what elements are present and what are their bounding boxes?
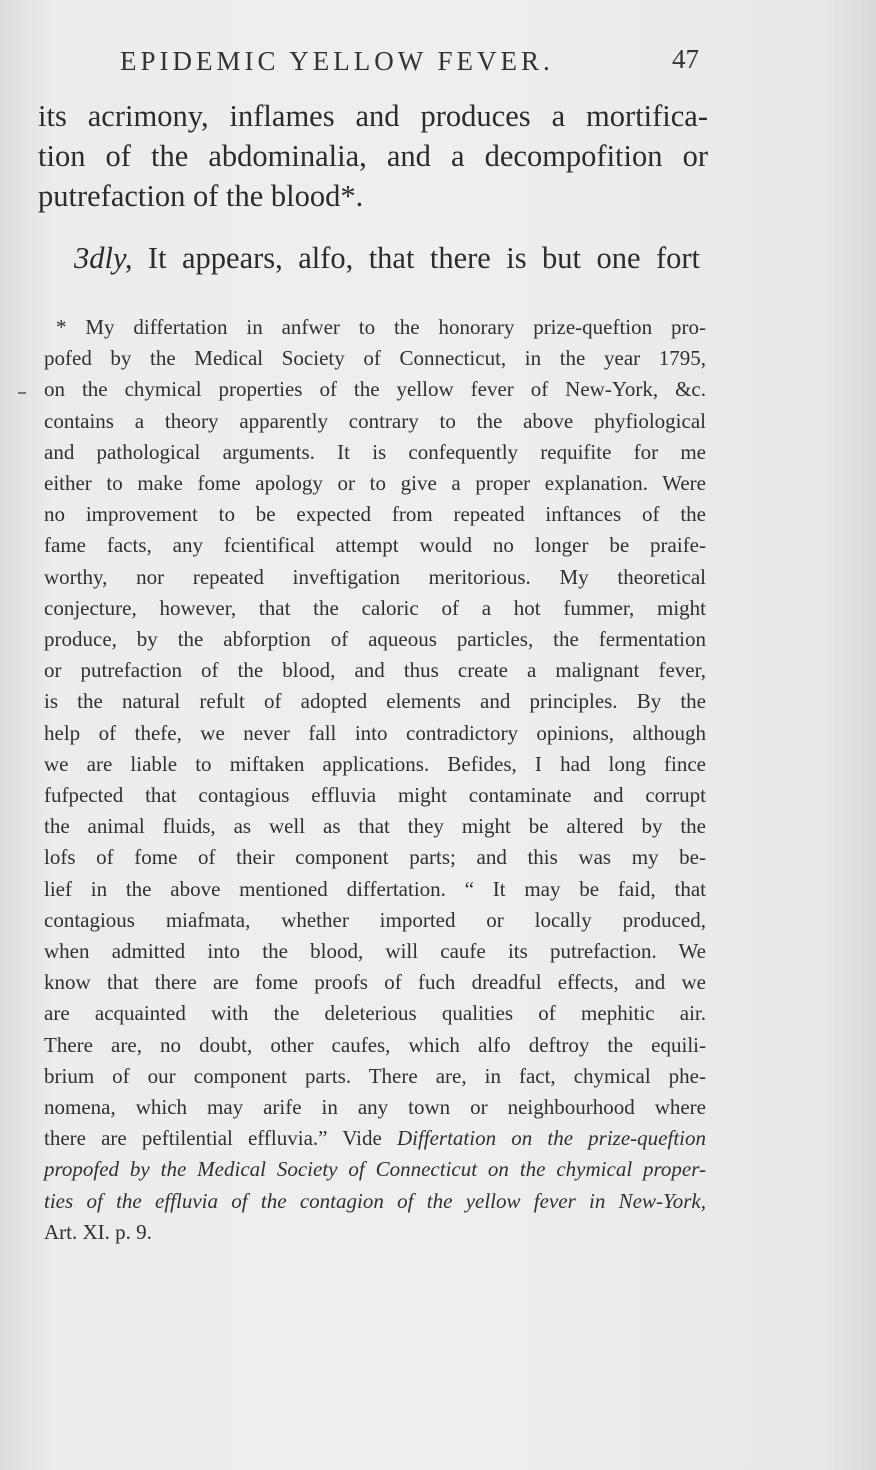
footnote-line: pofed by the Medical Society of Connecticut, in the year 1795, xyxy=(44,346,706,371)
footnote-line: help of thefe, we never fall into contradictory opinions, although xyxy=(44,720,706,745)
footnote-line: is the natural refult of adopted elements and principles. By the xyxy=(44,689,706,714)
footnote-line: contains a theory apparently contrary to the above phyfiological xyxy=(44,408,706,433)
paragraph-2-text: It appears, alfo, that there is but one fort xyxy=(147,241,700,275)
margin-mark xyxy=(18,392,26,394)
citation-title: Differtation on the prize-queftion xyxy=(396,1126,706,1151)
footnote-line: contagious miafmata, whether imported or locally produced, xyxy=(44,907,706,932)
running-head: EPIDEMIC YELLOW FEVER. xyxy=(120,46,554,76)
paragraph-1 xyxy=(38,96,708,216)
page-number: 47 xyxy=(672,44,699,74)
paragraph-2-line xyxy=(38,238,700,278)
footnote-line-text: there are peftilential effluvia.” Vide xyxy=(44,1126,382,1151)
footnote-citation-line: ties of the effluvia of the contagion of the yellow fever in New-York, xyxy=(44,1188,706,1213)
footnote-line: fame facts, any fcientifical attempt would no longer be praife- xyxy=(44,533,706,558)
paragraph-1-line: its acrimony, inflames and produces a mortifica- xyxy=(38,99,708,133)
footnote-citation-line: propofed by the Medical Society of Connecticut on the chymical proper- xyxy=(44,1157,706,1182)
footnote-line: brium of our component parts. There are, in fact, chymical phe- xyxy=(44,1063,706,1088)
footnote-line: produce, by the abforption of aqueous particles, the fermentation xyxy=(44,627,706,652)
footnote-line: lofs of fome of their component parts; and this was my be- xyxy=(44,845,706,870)
footnote-line: we are liable to miftaken applications. Befides, I had long fince xyxy=(44,751,706,776)
footnote-line: and pathological arguments. It is confequently requifite for me xyxy=(44,439,706,464)
footnote-line: or putrefaction of the blood, and thus create a malignant fever, xyxy=(44,658,706,683)
footnote-line: There are, no doubt, other caufes, which alfo deftroy the equili- xyxy=(44,1032,706,1057)
footnote-line: conjecture, however, that the caloric of a hot fummer, might xyxy=(44,595,706,620)
footnote-line: on the chymical properties of the yellow fever of New-York, &c. xyxy=(44,377,706,402)
footnote-line: * My differtation in anfwer to the honorary prize-queftion pro- xyxy=(56,315,706,339)
footnote-line: nomena, which may arife in any town or neighbourhood where xyxy=(44,1095,706,1120)
paragraph-2-lead: 3dly, xyxy=(74,241,133,275)
paragraph-1-line: tion of the abdominalia, and a decompofition or xyxy=(38,139,708,173)
footnote-line: when admitted into the blood, will caufe its putrefaction. We xyxy=(44,939,706,964)
footnote-line: know that there are fome proofs of fuch dreadful effects, and we xyxy=(44,970,706,995)
paragraph-1-line: putrefaction of the blood*. xyxy=(38,179,364,213)
footnote-line: no improvement to be expected from repeated inftances of the xyxy=(44,502,706,527)
footnote-line: worthy, nor repeated inveftigation meritorious. My theoretical xyxy=(44,564,706,589)
footnote-line: lief in the above mentioned differtation. “ It may be faid, that xyxy=(44,876,706,901)
footnote-line xyxy=(44,1123,706,1154)
footnote-line: either to make fome apology or to give a proper explanation. Were xyxy=(44,471,706,496)
page-header xyxy=(0,40,876,80)
footnote-line: are acquainted with the deleterious qualities of mephitic air. xyxy=(44,1001,706,1026)
paragraph-2 xyxy=(38,238,700,278)
footnote xyxy=(44,312,706,1248)
footnote-citation-end: Art. XI. p. 9. xyxy=(44,1219,152,1244)
footnote-line: fufpected that contagious effluvia might contaminate and corrupt xyxy=(44,783,706,808)
footnote-line: the animal fluids, as well as that they might be altered by the xyxy=(44,814,706,839)
